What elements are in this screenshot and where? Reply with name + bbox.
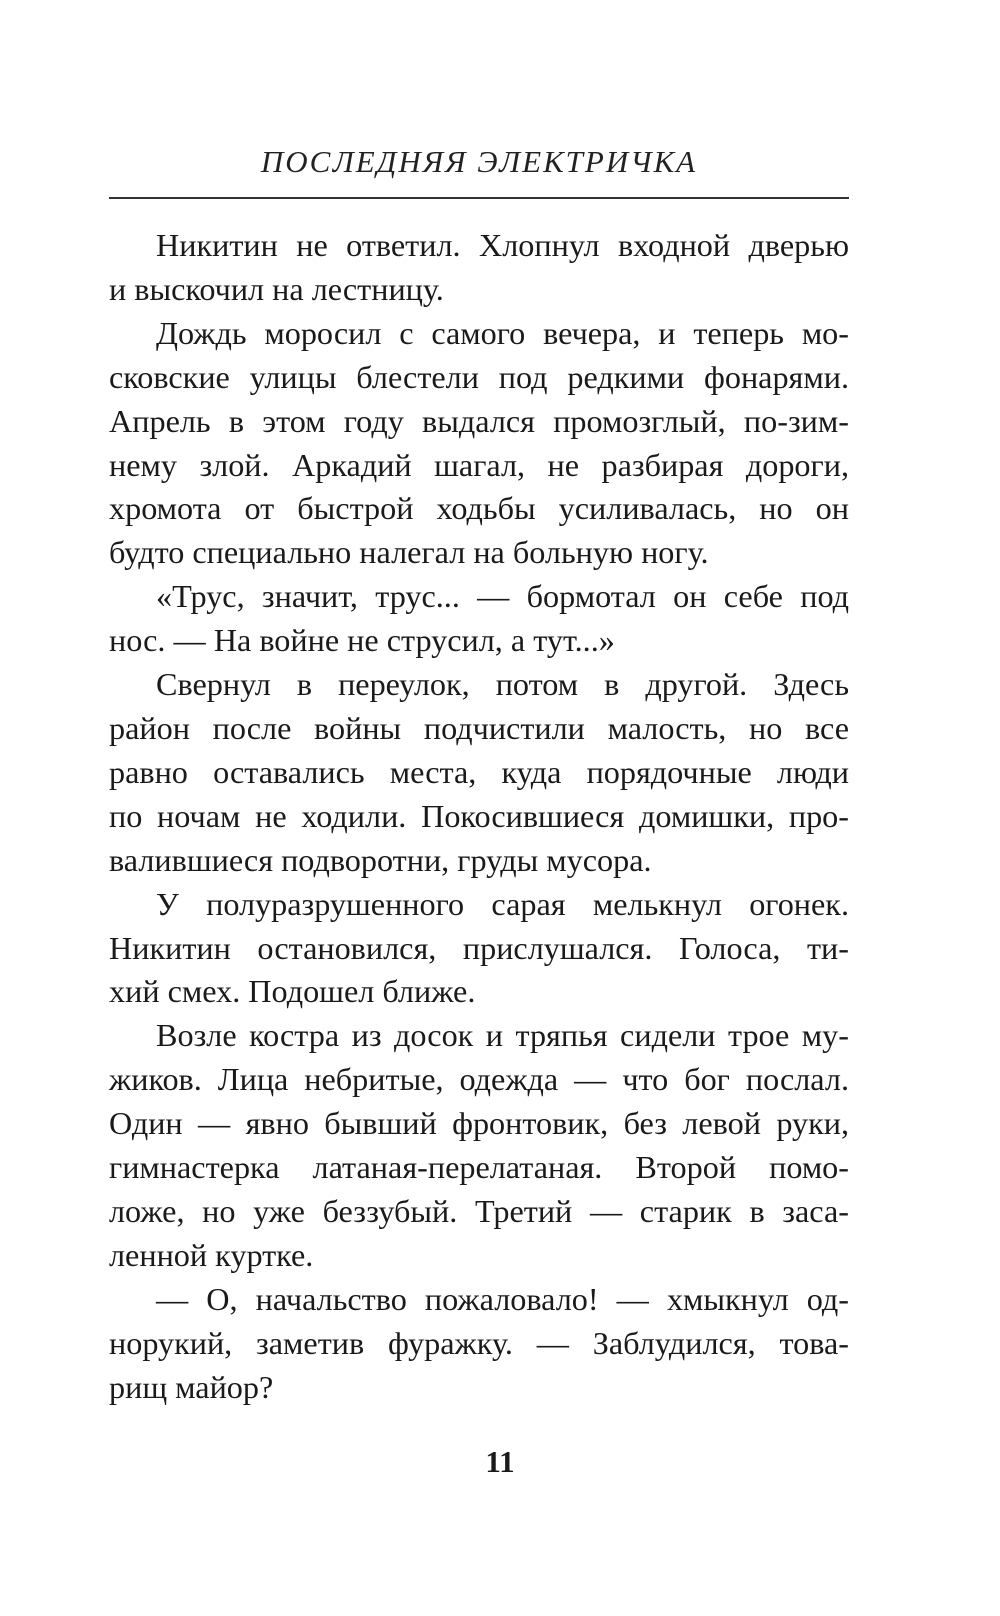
text-line: Никитин не ответил. Хлопнул входной дверью <box>156 227 849 263</box>
text-line: Один — явно бывший фронтовик, без левой руки, <box>109 1105 849 1142</box>
text-line: Никитин остановился, прислушался. Голоса, ти- <box>109 929 849 966</box>
text-line: гимнастерка латаная-перелатаная. Второй помо- <box>109 1149 849 1186</box>
paragraph <box>109 1278 849 1410</box>
paragraph <box>109 575 849 663</box>
header-rule <box>109 197 849 199</box>
text-line: Апрель в этом году выдался промозглый, по-зим- <box>109 402 849 439</box>
text-line: равно оставались места, куда порядочные люди <box>109 753 849 790</box>
text-line: ложе, но уже беззубый. Третий — старик в заса- <box>109 1192 849 1229</box>
text-line: по ночам не ходили. Покосившиеся домишки, про- <box>109 797 849 834</box>
text-line: Возле костра из досок и тряпья сидели трое му- <box>156 1017 849 1054</box>
text-line: Свернул в переулок, потом в другой. Здесь <box>156 666 849 703</box>
body-text <box>109 224 849 1409</box>
text-line: ленной куртке. <box>109 1236 314 1273</box>
text-line: У полуразрушенного сарая мелькнул огонек. <box>156 885 849 922</box>
text-line: «Трус, значит, трус... — бормотал он себе под <box>156 578 849 615</box>
running-head: ПОСЛЕДНЯЯ ЭЛЕКТРИЧКА <box>260 144 698 179</box>
text-line: хий смех. Подошел ближе. <box>109 973 476 1010</box>
text-line: сковские улицы блестели под редкими фонарями. <box>109 358 849 395</box>
text-line: район после войны подчистили малость, но все <box>109 709 849 746</box>
text-line: и выскочил на лестницу. <box>109 270 444 307</box>
paragraph <box>109 224 849 312</box>
text-line: валившиеся подворотни, груды мусора. <box>109 841 652 878</box>
text-line: рищ майор? <box>109 1368 274 1405</box>
paragraph <box>109 1014 849 1277</box>
text-line: нему злой. Аркадий шагал, не разбирая дороги, <box>109 446 849 483</box>
text-line: хромота от быстрой ходьбы усиливалась, но он <box>109 490 849 527</box>
text-line: нос. — На войне не струсил, а тут...» <box>109 622 615 659</box>
text-line: жиков. Лица небритые, одежда — что бог послал. <box>109 1061 849 1098</box>
text-line: — О, начальство пожаловало! — хмыкнул од- <box>156 1280 849 1317</box>
page-number: 11 <box>485 1444 515 1479</box>
paragraph <box>109 883 849 1015</box>
paragraph <box>109 312 849 575</box>
text-line: будто специально налегал на больную ногу. <box>109 534 709 571</box>
text-line: норукий, заметив фуражку. — Заблудился, това- <box>109 1324 849 1361</box>
text-line: Дождь моросил с самого вечера, и теперь мо- <box>156 314 849 351</box>
paragraph <box>109 663 849 883</box>
